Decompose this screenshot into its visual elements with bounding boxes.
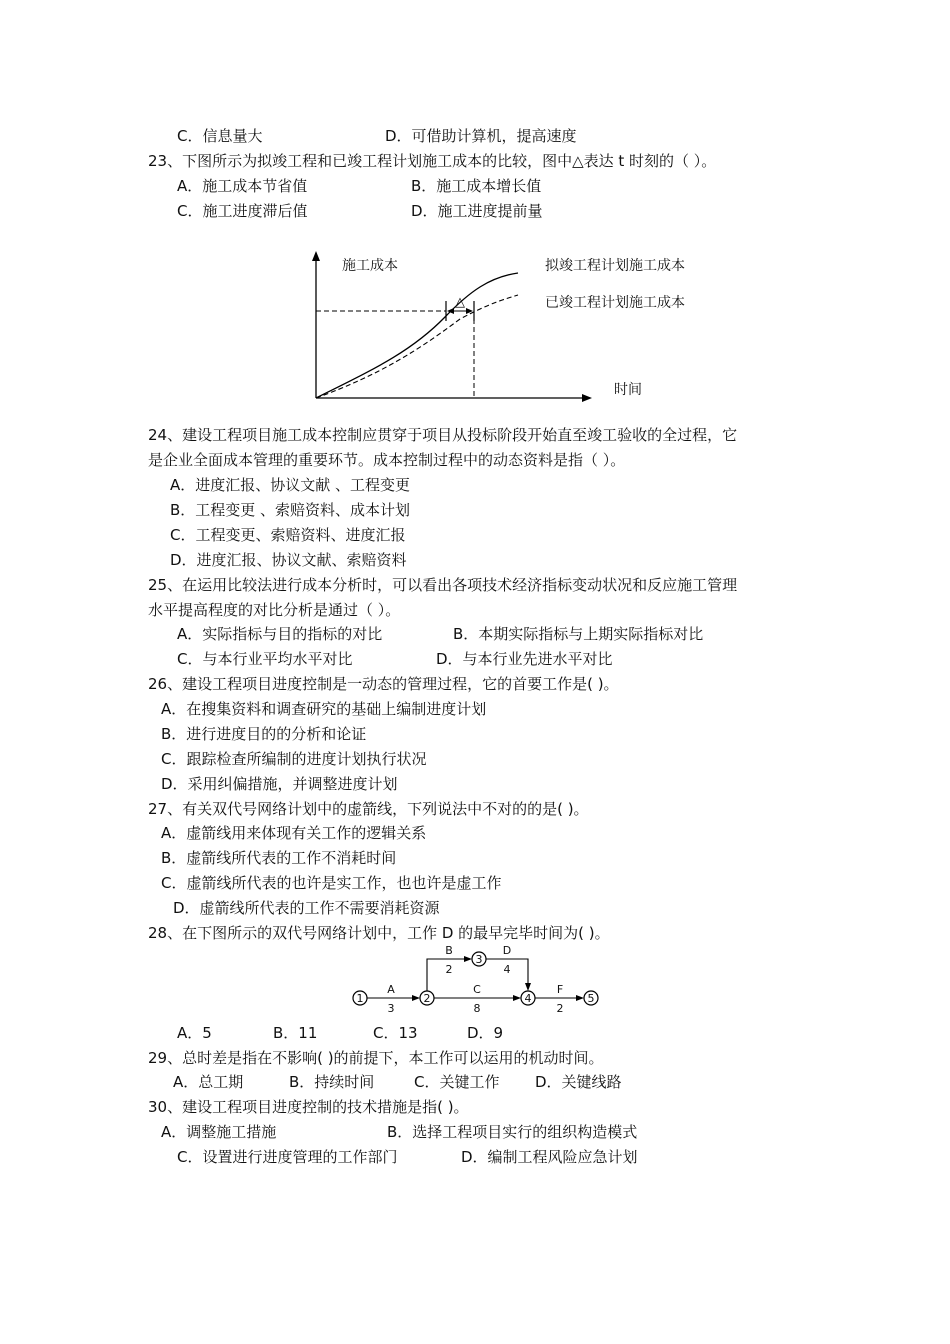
q25-option-b: B．本期实际指标与上期实际指标对比 xyxy=(453,625,704,643)
q29-option-a: A．总工期 xyxy=(173,1073,244,1091)
q23-stem: 23、下图所示为拟竣工程和已竣工程计划施工成本的比较，图中△表达 t 时刻的（ ）。 xyxy=(148,152,717,170)
q29-option-c: C．关键工作 xyxy=(414,1073,500,1091)
q28-option-d: D．9 xyxy=(467,1024,504,1042)
q24-option-c: C．工程变更、索赔资料、进度汇报 xyxy=(170,526,406,544)
node-4-label: 4 xyxy=(524,992,532,1005)
node-5 xyxy=(584,991,598,1005)
activity-f-name: F xyxy=(556,983,564,996)
q24-stem-line1: 24、建设工程项目施工成本控制应贯穿于项目从投标阶段开始直至竣工验收的全过程，它 xyxy=(148,426,738,444)
q26-option-a: A．在搜集资料和调查研究的基础上编制进度计划 xyxy=(161,700,487,718)
node-4 xyxy=(521,991,535,1005)
q23-option-c: C．施工进度滞后值 xyxy=(177,202,308,220)
q24-option-d: D．进度汇报、协议文献、索赔资料 xyxy=(170,551,407,569)
cost-curve-figure xyxy=(300,245,720,415)
q28-option-a: A．5 xyxy=(177,1024,212,1042)
q22-option-d-line xyxy=(385,126,577,146)
q27-option-b: B．虚箭线所代表的工作不消耗时间 xyxy=(161,849,397,867)
q22-option-d: D．可借助计算机，提高速度 xyxy=(385,127,577,145)
q28-option-c: C．13 xyxy=(373,1024,418,1042)
x-axis-arrow xyxy=(582,394,592,402)
activity-f-head xyxy=(576,995,584,1001)
q25-stem-line2: 水平提高程度的对比分析是通过（ ）。 xyxy=(148,601,401,619)
q27-option-d: D．虚箭线所代表的工作不需要消耗资源 xyxy=(173,899,440,917)
q26-option-d: D．采用纠偏措施，并调整进度计划 xyxy=(161,775,398,793)
activity-d-name: D xyxy=(502,944,512,957)
q24-option-b: B．工程变更 、索赔资料、成本计划 xyxy=(170,501,411,519)
activity-d-head xyxy=(525,983,531,991)
q29-stem: 29、总时差是指在不影响( )的前提下，本工作可以运用的机动时间。 xyxy=(148,1049,604,1067)
q22-options-cd xyxy=(177,126,262,146)
q30-stem: 30、建设工程项目进度控制的技术措施是指( )。 xyxy=(148,1098,469,1116)
node-5-label: 5 xyxy=(587,992,595,1005)
planned-cost-curve xyxy=(316,273,518,398)
q29-option-b: B．持续时间 xyxy=(289,1073,375,1091)
q22-option-c: C．信息量大 xyxy=(177,127,263,145)
node-1 xyxy=(353,991,367,1005)
q23-option-d: D．施工进度提前量 xyxy=(411,202,543,220)
q25-option-d: D．与本行业先进水平对比 xyxy=(436,650,613,668)
activity-b-head xyxy=(464,956,472,962)
q24-stem-line2: 是企业全面成本管理的重要环节。成本控制过程中的动态资料是指（ ）。 xyxy=(148,451,626,469)
q25-stem-line1: 25、在运用比较法进行成本分析时，可以看出各项技术经济指标变动状况和反应施工管理 xyxy=(148,576,738,594)
activity-b-duration: 2 xyxy=(445,963,453,976)
q26-stem: 26、建设工程项目进度控制是一动态的管理过程，它的首要工作是( )。 xyxy=(148,675,619,693)
activity-d-duration: 4 xyxy=(503,963,511,976)
q26-option-b: B．进行进度目的的分析和论证 xyxy=(161,725,367,743)
q30-option-d: D．编制工程风险应急计划 xyxy=(461,1148,638,1166)
y-axis-label: 施工成本 xyxy=(342,258,398,274)
node-2-label: 2 xyxy=(423,992,431,1005)
delta-symbol: △ xyxy=(455,295,465,310)
activity-c-duration: 8 xyxy=(473,1002,481,1015)
q27-option-a: A．虚箭线用来体现有关工作的逻辑关系 xyxy=(161,824,427,842)
completed-cost-label: 已竣工程计划施工成本 xyxy=(545,295,685,311)
x-axis-label: 时间 xyxy=(614,382,642,398)
activity-b-name: B xyxy=(445,944,453,957)
q30-option-b: B．选择工程项目实行的组织构造模式 xyxy=(387,1123,638,1141)
activity-a-duration: 3 xyxy=(387,1002,395,1015)
q25-option-a: A．实际指标与目的指标的对比 xyxy=(177,625,383,643)
network-diagram xyxy=(345,942,610,1022)
q30-option-c: C．设置进行进度管理的工作部门 xyxy=(177,1148,398,1166)
q26-option-c: C．跟踪检查所编制的进度计划执行状况 xyxy=(161,750,427,768)
node-3 xyxy=(472,952,486,966)
node-2 xyxy=(420,991,434,1005)
planned-cost-label: 拟竣工程计划施工成本 xyxy=(545,258,685,274)
q27-stem: 27、有关双代号网络计划中的虚箭线，下列说法中不对的的是( )。 xyxy=(148,800,589,818)
q24-option-a: A．进度汇报、协议文献 、工程变更 xyxy=(170,476,411,494)
node-1-label: 1 xyxy=(356,992,364,1005)
q23-option-b: B．施工成本增长值 xyxy=(411,177,542,195)
q29-option-d: D．关键线路 xyxy=(535,1073,622,1091)
q28-stem: 28、在下图所示的双代号网络计划中，工作 D 的最早完毕时间为( )。 xyxy=(148,924,610,942)
activity-a-head xyxy=(412,995,420,1001)
q28-option-b: B．11 xyxy=(273,1024,318,1042)
activity-c-head xyxy=(513,995,521,1001)
activity-f-duration: 2 xyxy=(556,1002,564,1015)
y-axis-arrow xyxy=(312,251,320,261)
activity-a-name: A xyxy=(387,983,395,996)
q30-option-a: A．调整施工措施 xyxy=(161,1123,277,1141)
activity-c-name: C xyxy=(473,983,481,996)
q25-option-c: C．与本行业平均水平对比 xyxy=(177,650,353,668)
q23-option-a: A．施工成本节省值 xyxy=(177,177,308,195)
q27-option-c: C．虚箭线所代表的也许是实工作，也也许是虚工作 xyxy=(161,874,502,892)
node-3-label: 3 xyxy=(475,953,483,966)
